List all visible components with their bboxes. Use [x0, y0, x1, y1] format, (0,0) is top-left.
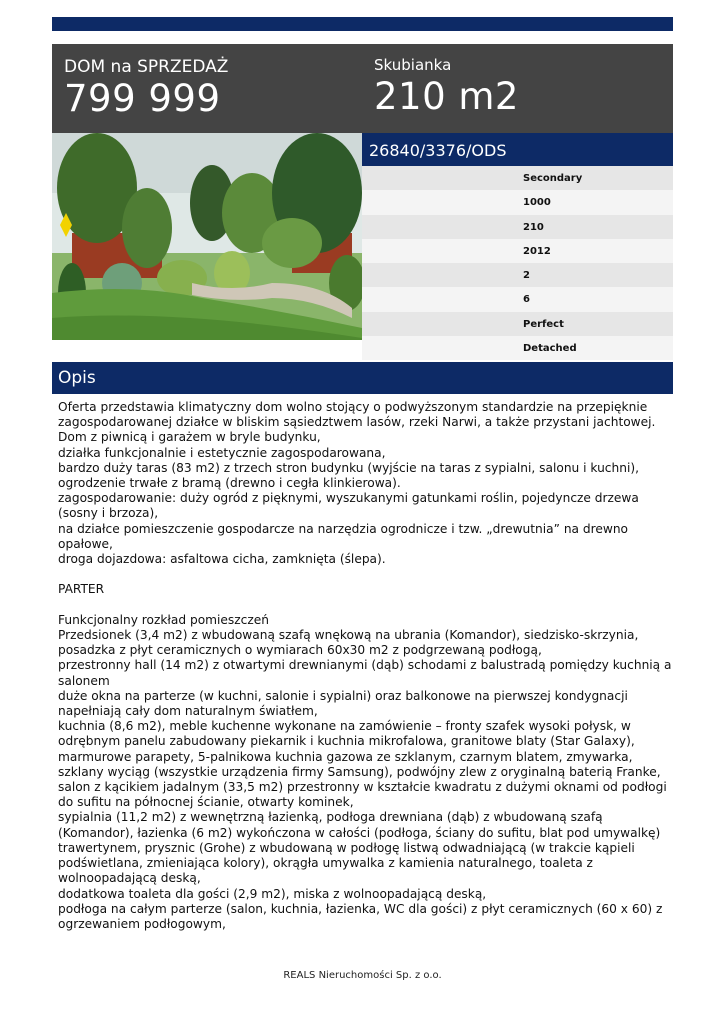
footer-company: REALS Nieruchomości Sp. z o.o.: [283, 970, 442, 981]
param-row: [362, 190, 673, 214]
location: Skubianka: [374, 56, 452, 74]
param-condition: Perfect: [523, 318, 564, 330]
listing-reference-bar: [362, 133, 673, 166]
price: 799 999: [64, 77, 221, 120]
listing-header: [52, 44, 673, 133]
param-row: [362, 312, 673, 336]
param-area: 210: [523, 221, 544, 233]
param-row: [362, 215, 673, 239]
param-row: [362, 239, 673, 263]
param-row: [362, 263, 673, 287]
area: 210 m2: [374, 75, 519, 118]
param-row: [362, 166, 673, 190]
description-header: [52, 362, 673, 394]
listing-reference: 26840/3376/ODS: [369, 141, 507, 160]
param-row: [362, 287, 673, 311]
param-floors: 2: [523, 270, 530, 282]
top-accent-bar: [52, 17, 673, 31]
param-year: 2012: [523, 245, 551, 257]
param-rooms: 6: [523, 294, 530, 306]
property-params: [362, 166, 673, 360]
description-text: Oferta przedstawia klimatyczny dom wolno stojący o podwyższonym standardzie na przepięknie zagospodarowanej działce w bliskim sąsiedztwem lasów, rzeki Narwi, a także przystani jachtowej. Dom z piwnicą i garażem w bryle budynku, działka funkcjonalnie i estetycznie zagospodarowana, bardzo duży taras (83 m2) z trzech stron budynku (wyjście na taras z sypialni, salonu i kuchni), ogrodzenie trwałe z bramą (drewno i cegła klinkierowa). zagospodarowanie: duży ogród z pięknymi, wyszukanymi gatunkami roślin, pojedyncze drzewa (sosny i brzoza), na działce pomieszczenie gospodarcze na narzędzia ogrodnicze i tzw. „drewutnia” na drewno opałowe, droga dojazdowa: asfaltowa cicha, zamknięta (ślepa). PARTER Funkcjonalny rozkład pomieszczeń Przedsionek (3,4 m2) z wbudowaną szafą wnękową na ubrania (Komandor), siedzisko-skrzynia, posadzka z płyt ceramicznych o wymiarach 60x30 m2 z podgrzewaną podłogą, przestronny hall (14 m2) z otwartymi drewnianymi (dąb) schodami z balustradą pomiędzy kuchnią a salonem duże okna na parterze (w kuchni, salonie i sypialni) oraz balkonowe na pierwszej kondygnacji napełniają cały dom naturalnym światłem, kuchnia (8,6 m2), meble kuchenne wykonane na zamówienie – fronty szafek wysoki połysk, w odrębnym panelu zabudowany piekarnik i kuchnia mikrofalowa, granitowe blaty (Star Galaxy), marmurowe parapety, 5-palnikowa kuchnia gazowa ze szklanym, czarnym blatem, zmywarka, szklany wyciąg (wszystkie urządzenia firmy Samsung), podwójny zlew z oryginalną baterią Franke, salon z kącikiem jadalnym (33,5 m2) przestronny w kształcie kwadratu z dużymi oknami od podłogi do sufitu na północnej ścianie, otwarty kominek, sypialnia (11,2 m2) z wewnętrzną łazienką, podłoga drewniana (dąb) z wbudowaną szafą (Komandor), łazienka (6 m2) wykończona w całości (podłoga, ściany do sufitu, blat pod umywalkę) trawertynem, prysznic (Grohe) z wbudowaną w podłogę listwą odwadniającą (w trakcie kąpieli podświetlana, zmieniająca kolory), okrągła umywalka z kamienia naturalnego, toaleta z wolnoopadającą deską, dodatkowa toaleta dla gości (2,9 m2), miska z wolnoopadającą deską, podłoga na całym parterze (salon, kuchnia, łazienka, WC dla gości) z płyt ceramicznych (60 x 60) z ogrzewaniem podłogowym,: [58, 400, 672, 931]
offer-type: DOM na SPRZEDAŻ: [64, 57, 229, 77]
param-plot-area: 1000: [523, 197, 551, 209]
section-title: Opis: [58, 368, 96, 388]
param-row: [362, 336, 673, 360]
property-photo: [52, 133, 362, 340]
param-building-type: Detached: [523, 343, 577, 355]
param-market: Secondary: [523, 173, 583, 184]
